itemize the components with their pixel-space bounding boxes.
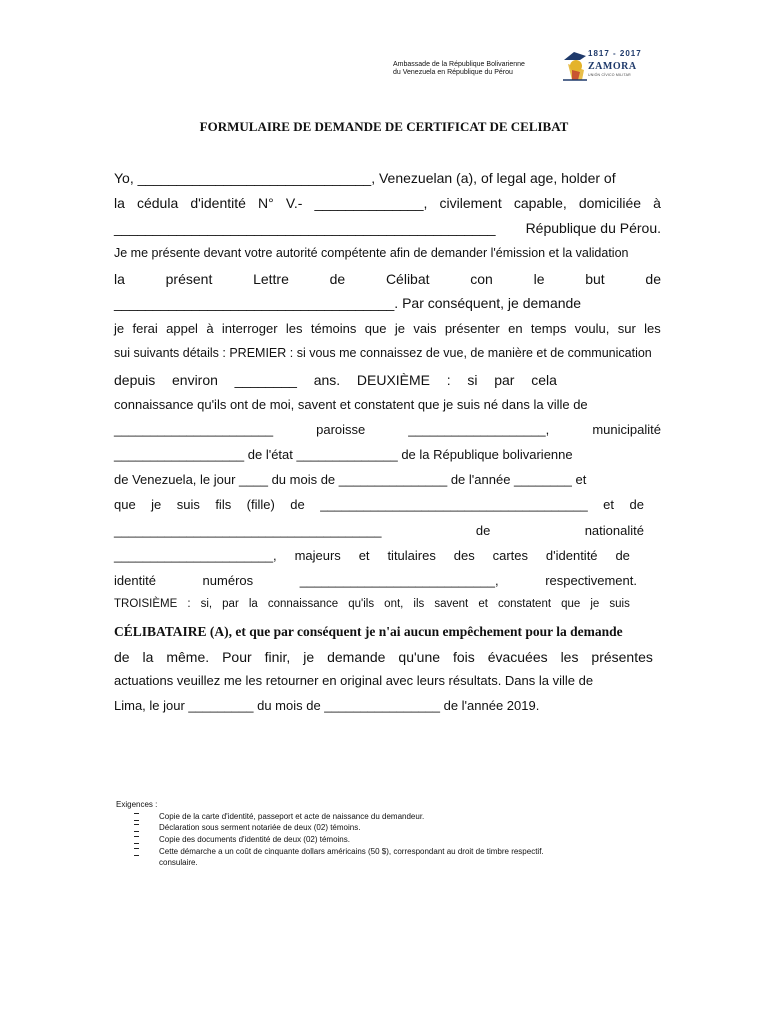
word: voulu, bbox=[574, 321, 610, 336]
word: si bbox=[467, 372, 478, 388]
word: (fille) bbox=[246, 497, 275, 512]
word: ___________________________, bbox=[299, 573, 499, 588]
body-line-21: actuations veuillez me les retourner en original avec leurs résultats. Dans la ville de bbox=[114, 673, 594, 688]
word: présent bbox=[165, 271, 213, 287]
embassy-line-1: Ambassade de la République Bolivarienne bbox=[393, 61, 525, 68]
word: et bbox=[478, 598, 488, 610]
body-line-13: de Venezuela, le jour ____ du mois de _______________ de l'année ________ et bbox=[114, 472, 587, 487]
word: je bbox=[394, 321, 405, 336]
word: depuis bbox=[114, 372, 156, 388]
body-line-16 bbox=[114, 548, 630, 563]
word: : bbox=[446, 372, 451, 388]
word: à bbox=[206, 321, 214, 336]
word: demande bbox=[327, 649, 386, 665]
requirement-text: Copie de la carte d'identité, passeport et acte de naissance du demandeur. bbox=[159, 812, 425, 821]
word: qu'ils bbox=[348, 598, 375, 610]
word: but bbox=[585, 271, 605, 287]
word: sur bbox=[617, 321, 636, 336]
word: présentes bbox=[591, 649, 653, 665]
word: paroisse bbox=[316, 422, 366, 437]
word: TROISIÈME bbox=[114, 598, 178, 610]
word: nationalité bbox=[584, 523, 644, 538]
word: _____________________________________ bbox=[320, 497, 588, 512]
word: les bbox=[644, 321, 661, 336]
body-line-9 bbox=[114, 372, 557, 388]
word: Pour bbox=[222, 649, 252, 665]
word: le bbox=[533, 271, 545, 287]
word: les bbox=[285, 321, 303, 336]
body-line-18 bbox=[114, 598, 630, 610]
body-line-7 bbox=[114, 321, 661, 336]
body-line-20 bbox=[114, 649, 653, 665]
word: je bbox=[151, 497, 162, 512]
word: domiciliée bbox=[578, 195, 642, 211]
word: ont, bbox=[384, 598, 404, 610]
word: et bbox=[603, 497, 615, 512]
word: de bbox=[114, 649, 130, 665]
word: constatent bbox=[497, 598, 552, 610]
residence-country: République du Pérou. bbox=[525, 220, 661, 236]
word: numéros bbox=[202, 573, 254, 588]
word: par bbox=[494, 372, 515, 388]
requirement-text: Déclaration sous serment notariée de deux (02) témoins. bbox=[159, 823, 361, 832]
word: capable, bbox=[513, 195, 567, 211]
logo-tagline: UNIÓN CÍVICO MILITAR bbox=[588, 73, 631, 77]
logo-years: 1817 - 2017 bbox=[588, 49, 642, 58]
word: interroger bbox=[221, 321, 278, 336]
word: suis bbox=[176, 497, 200, 512]
word: que bbox=[364, 321, 387, 336]
word: de bbox=[329, 271, 346, 287]
body-line-2 bbox=[114, 195, 661, 211]
word: appel bbox=[166, 321, 198, 336]
word: finir, bbox=[264, 649, 291, 665]
body-line-14 bbox=[114, 497, 644, 512]
word: ___________________, bbox=[408, 422, 550, 437]
word: Lettre bbox=[253, 271, 289, 287]
word: majeurs bbox=[294, 548, 341, 563]
word: : bbox=[187, 598, 191, 610]
body-line-15 bbox=[114, 523, 644, 538]
word: de bbox=[615, 548, 630, 563]
word: d'identité bbox=[190, 195, 246, 211]
word: N° bbox=[258, 195, 274, 211]
word: qu'une bbox=[398, 649, 441, 665]
body-line-11 bbox=[114, 422, 661, 437]
body-line-12: __________________ de l'état ______________ de la République bolivarienne bbox=[114, 447, 573, 462]
body-line-19: CÉLIBATAIRE (A), et que par conséquent je n'ai aucun empêchement pour la demande bbox=[114, 624, 623, 639]
word: temps bbox=[530, 321, 567, 336]
word: je bbox=[303, 649, 315, 665]
body-line-5 bbox=[114, 271, 661, 287]
word: cartes bbox=[492, 548, 529, 563]
word: à bbox=[653, 195, 661, 211]
word: cela bbox=[531, 372, 557, 388]
bullet-icon bbox=[134, 824, 139, 832]
body-line-6: ____________________________________. Par conséquent, je demande bbox=[114, 295, 582, 311]
word: d'identité bbox=[545, 548, 598, 563]
word: ferai bbox=[132, 321, 158, 336]
word: respectivement. bbox=[545, 573, 637, 588]
body-line-10: connaissance qu'ils ont de moi, savent et constatent que je suis né dans la ville de bbox=[114, 397, 588, 412]
body-line-22: Lima, le jour _________ du mois de ________________ de l'année 2019. bbox=[114, 698, 540, 713]
body-line-4: Je me présente devant votre autorité compétente afin de demander l'émission et la validation bbox=[114, 246, 629, 260]
zamora-logo bbox=[560, 49, 650, 85]
word: je bbox=[114, 321, 125, 336]
bullet-icon bbox=[134, 836, 139, 844]
word: fois bbox=[452, 649, 475, 665]
word: de bbox=[475, 523, 491, 538]
word: identité bbox=[114, 573, 156, 588]
word: de bbox=[629, 497, 644, 512]
word: cédula bbox=[136, 195, 179, 211]
residence-blank: _________________________________________________ bbox=[114, 220, 496, 236]
body-line-17 bbox=[114, 573, 637, 588]
word: suis bbox=[609, 598, 630, 610]
bullet-icon bbox=[134, 848, 139, 856]
word: ______________, bbox=[314, 195, 428, 211]
word: les bbox=[560, 649, 579, 665]
word: je bbox=[590, 598, 600, 610]
word: par bbox=[222, 598, 239, 610]
word: présenter bbox=[444, 321, 500, 336]
requirements-title: Exigences : bbox=[116, 800, 158, 809]
word: DEUXIÈME bbox=[356, 372, 431, 388]
logo-name: ZAMORA bbox=[588, 61, 637, 72]
bullet-icon bbox=[134, 813, 139, 821]
word: que bbox=[561, 598, 581, 610]
word: vais bbox=[413, 321, 437, 336]
word: de bbox=[290, 497, 305, 512]
word: de bbox=[645, 271, 661, 287]
word: évacuées bbox=[487, 649, 548, 665]
word: témoins bbox=[310, 321, 357, 336]
body-line-3 bbox=[114, 220, 661, 236]
word: fils bbox=[215, 497, 232, 512]
word: même. bbox=[166, 649, 210, 665]
word: municipalité bbox=[592, 422, 661, 437]
word: ans. bbox=[313, 372, 341, 388]
embassy-line-2: du Venezuela en République du Pérou bbox=[393, 69, 513, 76]
word: ______________________, bbox=[114, 548, 277, 563]
zamora-emblem-icon bbox=[560, 50, 590, 84]
word: la bbox=[142, 649, 154, 665]
word: en bbox=[508, 321, 523, 336]
body-line-8: sui suivants détails : PREMIER : si vous me connaissez de vue, de manière et de communication bbox=[114, 346, 652, 360]
requirement-text: consulaire. bbox=[159, 858, 198, 867]
requirement-text: Copie des documents d'identité de deux (02) témoins. bbox=[159, 835, 350, 844]
word: des bbox=[453, 548, 475, 563]
word: con bbox=[470, 271, 493, 287]
word: Célibat bbox=[385, 271, 430, 287]
word: _____________________________________ bbox=[114, 523, 382, 538]
word: environ bbox=[172, 372, 218, 388]
body-line-1: Yo, ______________________________, Venezuelan (a), of legal age, holder of bbox=[114, 170, 616, 186]
word: la bbox=[114, 195, 125, 211]
word: que bbox=[114, 497, 136, 512]
word: savent bbox=[434, 598, 469, 610]
word: ________ bbox=[234, 372, 297, 388]
word: si, bbox=[200, 598, 213, 610]
requirement-text: Cette démarche a un coût de cinquante dollars américains (50 $), correspondant au droit de timbre respectif. bbox=[159, 847, 544, 856]
word: civilement bbox=[439, 195, 502, 211]
word: et bbox=[358, 548, 370, 563]
word: ils bbox=[413, 598, 425, 610]
word: ______________________ bbox=[114, 422, 274, 437]
word: connaissance bbox=[267, 598, 339, 610]
word: la bbox=[248, 598, 258, 610]
word: V.- bbox=[285, 195, 303, 211]
page-title: FORMULAIRE DE DEMANDE DE CERTIFICAT DE CELIBAT bbox=[199, 119, 569, 134]
word: la bbox=[114, 271, 125, 287]
embassy-header bbox=[393, 61, 553, 77]
word: titulaires bbox=[387, 548, 436, 563]
